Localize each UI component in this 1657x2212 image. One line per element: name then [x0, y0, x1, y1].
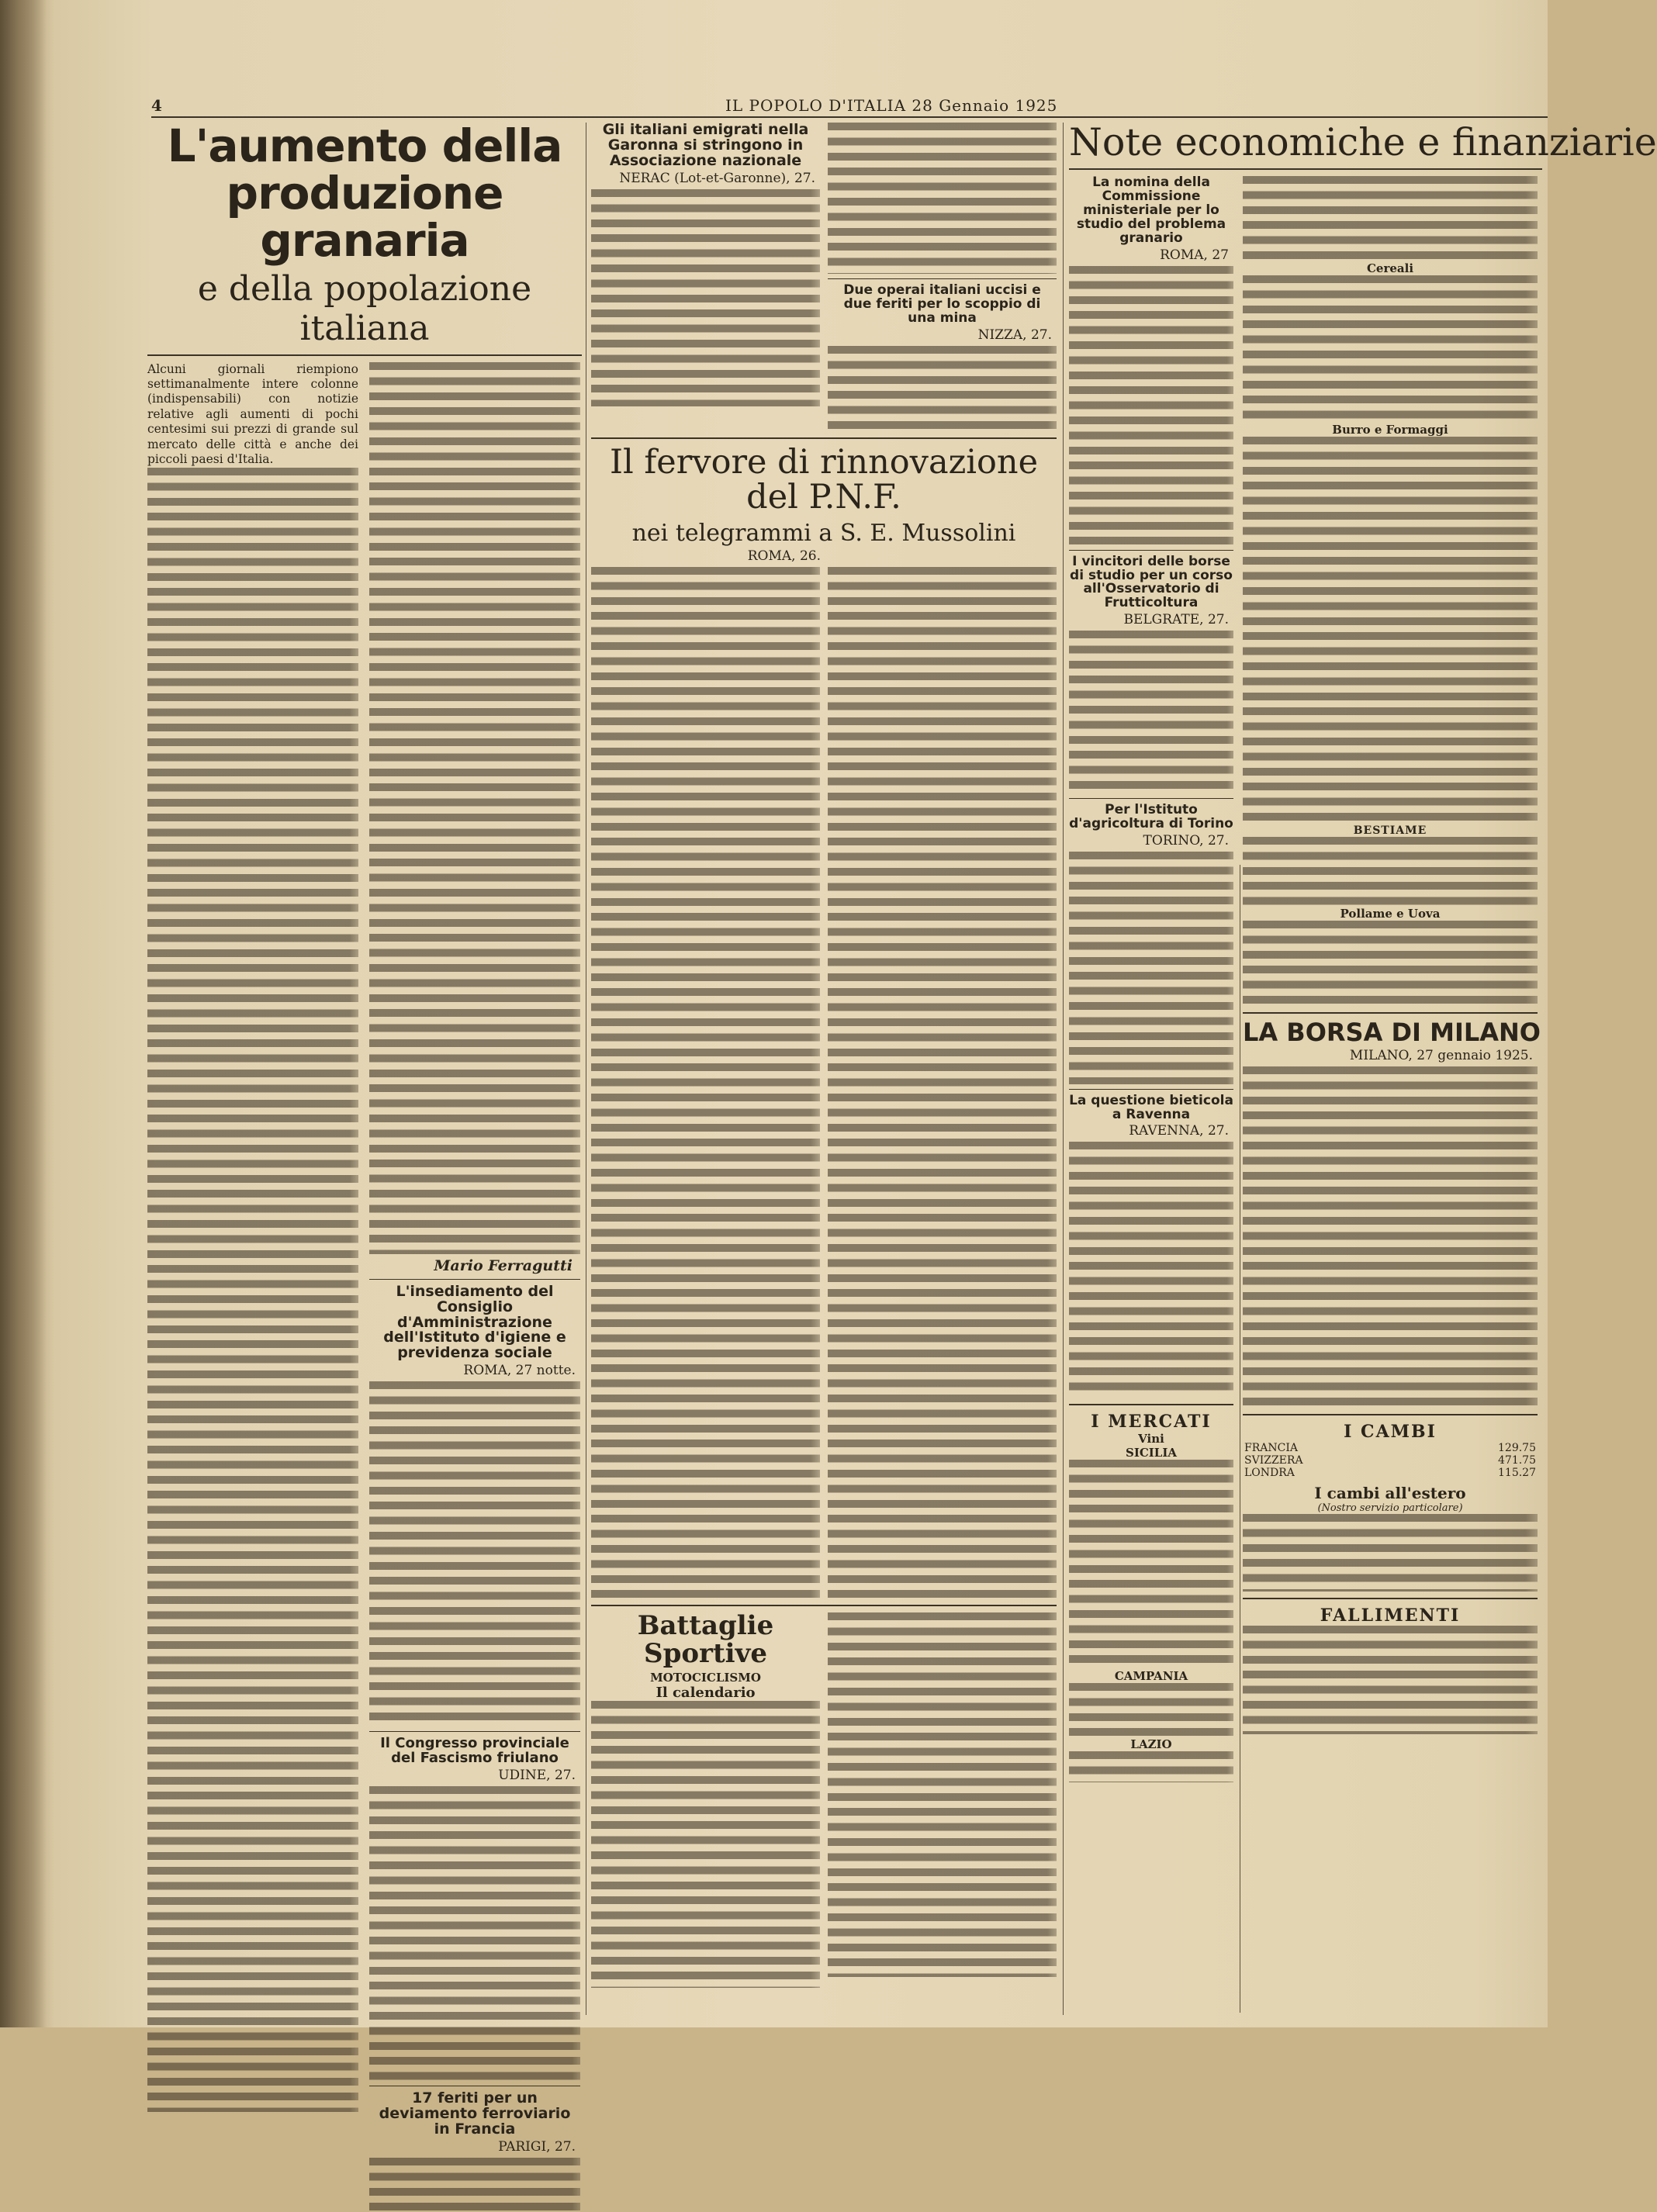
dateline: NIZZA, 27. [977, 327, 1052, 343]
body-text-column [1069, 266, 1233, 545]
article-emigrati [591, 123, 820, 431]
dateline: ROMA, 27 [1160, 247, 1229, 263]
exchange-listing [1243, 1514, 1538, 1592]
region-title: CAMPANIA [1114, 1669, 1188, 1684]
page-binding-shadow [0, 0, 47, 2027]
section-subtitle: I cambi all'estero [1314, 1484, 1466, 1503]
right-section [1069, 120, 1657, 1782]
article-operai [828, 123, 1057, 431]
signature: Mario Ferragutti [434, 1256, 573, 1274]
body-text-column [369, 1786, 580, 2081]
headline: L'aumento della produzione granaria [167, 119, 562, 267]
headline: I vincitori delle borse di studio per un corso all'Osservatorio di Frutticoltura [1070, 553, 1233, 611]
dateline: RAVENNA, 27. [1129, 1123, 1229, 1139]
note: (Nostro servizio particolare) [1317, 1502, 1463, 1515]
body-text-column [1069, 1683, 1233, 1737]
column-rule [1063, 123, 1064, 2015]
page-number: 4 [151, 96, 162, 115]
headline: Note economiche e finanziarie [1069, 120, 1657, 164]
headline: La questione bieticola a Ravenna [1069, 1092, 1233, 1122]
section-title: Pollame e Uova [1340, 907, 1441, 921]
dateline: ROMA, 26. [747, 548, 821, 564]
body-text-column [1243, 837, 1538, 907]
lead-paragraph: Alcuni giornali riempiono settimanalmente intere colonne (indispensabili) con notizie relative agli aumenti di pochi centesimi sui prezzi di grande sul mercato delle città e anche dei piccoli paesi d'Italia. [147, 361, 358, 467]
dateline: ROMA, 27 notte. [463, 1363, 576, 1379]
masthead-line: IL POPOLO D'ITALIA 28 Gennaio 1925 [725, 96, 1058, 115]
subhead: nei telegrammi a S. E. Mussolini [631, 519, 1016, 547]
body-text-column [591, 567, 820, 1599]
headline: La nomina della Commissione ministeriale per lo studio del problema granario [1076, 175, 1226, 246]
section-title: I MERCATI [1091, 1412, 1212, 1433]
body-text-column [1243, 275, 1538, 423]
body-text-column [1243, 437, 1538, 824]
article-pnf [591, 442, 1057, 1599]
section-subtitle: Vini [1138, 1432, 1164, 1446]
body-text-column [1243, 176, 1538, 261]
table-row: FRANCIA 129.75 [1244, 1442, 1536, 1455]
headline: 17 feriti per un deviamento ferroviario in Francia [379, 2089, 571, 2138]
article-granaria [147, 119, 582, 2212]
economic-notes-left [1069, 176, 1233, 1782]
headline: Il Congresso provinciale del Fascismo friulano [380, 1735, 569, 1767]
headline: Gli italiani emigrati nella Garonna si stringono in Associazione nazionale [602, 121, 809, 169]
body-text-column [591, 189, 820, 406]
table-row: LONDRA 115.27 [1244, 1467, 1536, 1480]
body-text-column [828, 346, 1057, 431]
section-title: MOTOCICLISMO [650, 1671, 761, 1685]
dateline: TORINO, 27. [1143, 832, 1229, 849]
calendar-list [828, 1612, 1057, 1977]
dateline: MILANO, 27 gennaio 1925. [1349, 1048, 1533, 1064]
body-text-column [1243, 1626, 1538, 1734]
stock-listing [1243, 1066, 1538, 1408]
section-title: Cereali [1366, 261, 1414, 276]
economic-notes-right [1243, 176, 1541, 1782]
body-text-column [147, 468, 358, 2112]
section-title: I CAMBI [1344, 1422, 1437, 1443]
article-battaglie [591, 1609, 1057, 1988]
headline: Due operai italiani uccisi e due feriti per lo scoppio di una mina [843, 282, 1041, 326]
body-text-column [1069, 1751, 1233, 1782]
body-text-column [591, 1701, 820, 1988]
body-text-column [1069, 631, 1233, 793]
headline: L'insediamento del Consiglio d'Amministrazione dell'Istituto d'igiene e previdenza sociale [383, 1282, 566, 1362]
headline: Battaglie Sportive [637, 1609, 774, 1669]
subhead: e della popolazione italiana [197, 268, 532, 348]
table-row: SVIZZERA 471.75 [1244, 1454, 1536, 1467]
middle-columns [591, 123, 1057, 1988]
dateline: PARIGI, 27. [498, 2138, 576, 2155]
body-text-column [369, 1381, 580, 1726]
body-text-column [1069, 852, 1233, 1084]
dateline: UDINE, 27. [498, 1768, 576, 1784]
running-header [151, 95, 1548, 118]
headline: Per l'Istituto d'agricoltura di Torino [1069, 802, 1233, 831]
section-title: BESTIAME [1353, 824, 1427, 838]
body-text-column [1069, 1142, 1233, 1398]
headline: Il fervore di rinnovazione del P.N.F. [609, 442, 1039, 517]
region-title: SICILIA [1125, 1446, 1177, 1460]
section-subtitle: Il calendario [656, 1685, 756, 1702]
region-title: LAZIO [1130, 1737, 1172, 1752]
body-text-column [828, 567, 1057, 1599]
dateline: BELGRATE, 27. [1123, 612, 1229, 628]
exchange-table [1243, 1442, 1538, 1479]
body-text-column [369, 2158, 580, 2212]
section-title: Burro e Formaggi [1332, 423, 1448, 437]
headline: LA BORSA DI MILANO [1243, 1018, 1541, 1048]
body-text-column [1243, 921, 1538, 1006]
dateline: NERAC (Lot-et-Garonne), 27. [619, 170, 815, 186]
section-title: FALLIMENTI [1320, 1605, 1461, 1626]
body-text-column [828, 123, 1057, 274]
body-text-column [1069, 1460, 1233, 1669]
body-text-column [369, 362, 580, 1254]
